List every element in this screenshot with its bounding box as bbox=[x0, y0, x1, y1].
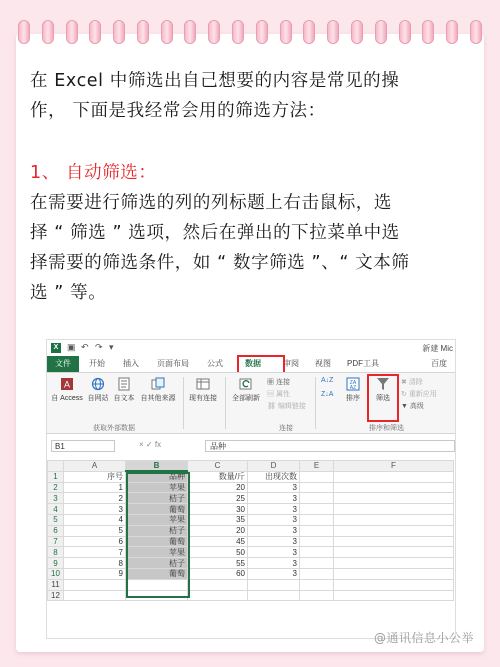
section-heading: 1、 自动筛选： bbox=[30, 163, 157, 183]
grid-cell[interactable]: 20 bbox=[188, 482, 248, 493]
formula-icons[interactable]: × ✓ fx bbox=[139, 440, 162, 449]
grid-cell[interactable] bbox=[300, 514, 334, 525]
tab-pdf-tools[interactable]: PDF工具 bbox=[347, 359, 379, 368]
select-all-corner[interactable] bbox=[48, 461, 64, 472]
grid-cell[interactable]: 葡萄 bbox=[126, 504, 188, 515]
spiral-rings bbox=[18, 20, 482, 46]
grid-cell[interactable]: 3 bbox=[248, 482, 300, 493]
grid-cell[interactable]: 3 bbox=[248, 525, 300, 536]
grid-cell[interactable] bbox=[300, 504, 334, 515]
row-header[interactable]: 3 bbox=[48, 493, 64, 504]
svg-text:AZ: AZ bbox=[349, 385, 357, 391]
sort-asc-icon[interactable]: A↓Z bbox=[321, 377, 334, 384]
table-row bbox=[48, 547, 454, 558]
grid-cell[interactable]: 7 bbox=[64, 547, 126, 558]
column-header[interactable]: A bbox=[64, 461, 126, 472]
connections-button[interactable]: ▦ 连接 bbox=[267, 379, 290, 386]
access-icon bbox=[60, 377, 74, 391]
row-header[interactable]: 11 bbox=[48, 579, 64, 590]
grid-cell[interactable] bbox=[334, 504, 454, 515]
grid-cell[interactable]: 3 bbox=[248, 536, 300, 547]
excel-screenshot bbox=[46, 339, 456, 639]
row-header[interactable]: 4 bbox=[48, 504, 64, 515]
grid-cell[interactable] bbox=[248, 579, 300, 590]
grid-cell[interactable] bbox=[334, 536, 454, 547]
tab-review[interactable]: 审阅 bbox=[283, 359, 299, 368]
qat-dropdown-icon[interactable]: ▾ bbox=[109, 342, 114, 352]
grid-cell[interactable] bbox=[300, 547, 334, 558]
tab-baidu[interactable]: 百度 bbox=[431, 359, 447, 368]
existing-connections-icon bbox=[196, 377, 210, 391]
column-header[interactable]: C bbox=[188, 461, 248, 472]
grid-cell[interactable]: 苹果 bbox=[126, 482, 188, 493]
grid-cell[interactable] bbox=[300, 536, 334, 547]
grid-cell[interactable]: 5 bbox=[64, 525, 126, 536]
grid-cell[interactable]: 9 bbox=[64, 568, 126, 579]
grid-cell[interactable]: 50 bbox=[188, 547, 248, 558]
properties-button[interactable]: ▤ 属性 bbox=[267, 391, 290, 398]
grid-cell[interactable]: 1 bbox=[64, 482, 126, 493]
other-sources-icon bbox=[151, 377, 165, 391]
grid-cell[interactable] bbox=[334, 471, 454, 482]
table-row bbox=[48, 493, 454, 504]
grid-cell[interactable] bbox=[300, 525, 334, 536]
grid-cell[interactable] bbox=[300, 579, 334, 590]
svg-text:A: A bbox=[63, 379, 71, 390]
redo-icon[interactable]: ↷ bbox=[95, 342, 103, 352]
grid-cell[interactable] bbox=[64, 579, 126, 590]
grid-cell[interactable] bbox=[188, 579, 248, 590]
group-get-external-data: 获取外部数据 bbox=[93, 425, 135, 432]
grid-cell[interactable]: 出现次数 bbox=[248, 471, 300, 482]
text-file-icon bbox=[117, 377, 131, 391]
from-web-button[interactable]: 自网站 bbox=[85, 377, 111, 403]
tab-view[interactable]: 视图 bbox=[315, 359, 331, 368]
grid-cell[interactable]: 4 bbox=[64, 514, 126, 525]
grid-cell[interactable]: 数量/斤 bbox=[188, 471, 248, 482]
grid-cell[interactable] bbox=[64, 590, 126, 601]
group-sort-filter: 排序和筛选 bbox=[369, 425, 404, 432]
window-title: 新建 Mic bbox=[422, 344, 453, 353]
grid-cell[interactable]: 3 bbox=[248, 514, 300, 525]
from-other-sources-button[interactable]: 自其他来源 bbox=[137, 377, 179, 403]
table-row bbox=[48, 525, 454, 536]
row-header[interactable]: 12 bbox=[48, 590, 64, 601]
grid-cell[interactable]: 3 bbox=[248, 504, 300, 515]
row-header[interactable]: 1 bbox=[48, 471, 64, 482]
tab-file[interactable]: 文件 bbox=[47, 356, 79, 372]
grid-cell[interactable]: 3 bbox=[248, 568, 300, 579]
undo-icon[interactable]: ↶ bbox=[81, 342, 89, 352]
grid-cell[interactable]: 30 bbox=[188, 504, 248, 515]
grid-cell[interactable] bbox=[126, 590, 188, 601]
grid-cell[interactable]: 桔子 bbox=[126, 493, 188, 504]
grid-cell[interactable] bbox=[300, 558, 334, 569]
table-row bbox=[48, 579, 454, 590]
filter-button[interactable]: 筛选 bbox=[371, 377, 395, 403]
formula-bar bbox=[47, 438, 456, 454]
table-row bbox=[48, 568, 454, 579]
grid-cell[interactable]: 桔子 bbox=[126, 558, 188, 569]
section-line-3: 择需要的筛选条件，如 “ 数字筛选 ”、“ 文本筛 bbox=[30, 253, 410, 273]
clear-button[interactable]: ✖ 清除 bbox=[401, 379, 423, 386]
refresh-all-button[interactable]: 全部刷新 bbox=[227, 377, 265, 403]
grid-cell[interactable] bbox=[300, 493, 334, 504]
section-line-2: 择 “ 筛选 ” 选项，然后在弹出的下拉菜单中选 bbox=[30, 223, 400, 243]
notebook-page bbox=[16, 34, 484, 652]
tab-formulas[interactable]: 公式 bbox=[207, 359, 223, 368]
column-header[interactable]: D bbox=[248, 461, 300, 472]
grid-cell[interactable]: 25 bbox=[188, 493, 248, 504]
grid-cell[interactable] bbox=[334, 568, 454, 579]
table-row bbox=[48, 471, 454, 482]
grid-cell[interactable] bbox=[334, 482, 454, 493]
spreadsheet-grid bbox=[47, 460, 454, 601]
column-header-row bbox=[48, 461, 454, 472]
tab-home[interactable]: 开始 bbox=[89, 359, 105, 368]
table-row bbox=[48, 590, 454, 601]
filter-button-highlight bbox=[367, 374, 399, 422]
row-header[interactable]: 7 bbox=[48, 536, 64, 547]
sort-dialog-icon bbox=[346, 377, 360, 391]
grid-cell[interactable]: 品种 bbox=[126, 471, 188, 482]
edit-links-button[interactable]: ⛓ 编辑链接 bbox=[267, 403, 306, 410]
grid-cell[interactable]: 60 bbox=[188, 568, 248, 579]
row-header[interactable]: 10 bbox=[48, 568, 64, 579]
intro-line-1: 在 Excel 中筛选出自己想要的内容是常见的操 bbox=[30, 71, 400, 91]
article-text bbox=[30, 66, 470, 308]
refresh-icon bbox=[239, 377, 253, 391]
grid-cell[interactable]: 2 bbox=[64, 493, 126, 504]
row-header[interactable]: 6 bbox=[48, 525, 64, 536]
sort-desc-icon[interactable]: Z↓A bbox=[321, 391, 334, 398]
watermark: @通讯信息小公举 bbox=[373, 631, 474, 645]
row-header[interactable]: 9 bbox=[48, 558, 64, 569]
grid-cell[interactable] bbox=[300, 568, 334, 579]
column-header[interactable]: F bbox=[334, 461, 454, 472]
row-header[interactable]: 8 bbox=[48, 547, 64, 558]
formula-input[interactable]: 品种 bbox=[205, 440, 455, 452]
svg-text:ZA: ZA bbox=[349, 380, 357, 386]
grid-cell[interactable]: 35 bbox=[188, 514, 248, 525]
grid-cell[interactable]: 8 bbox=[64, 558, 126, 569]
table-row bbox=[48, 504, 454, 515]
grid-cell[interactable]: 6 bbox=[64, 536, 126, 547]
save-icon[interactable]: ▣ bbox=[67, 342, 76, 352]
grid-cell[interactable]: 葡萄 bbox=[126, 536, 188, 547]
excel-title-bar bbox=[47, 340, 456, 356]
table-row bbox=[48, 536, 454, 547]
from-access-button[interactable]: A 自 Access bbox=[49, 377, 85, 403]
grid-cell[interactable]: 3 bbox=[64, 504, 126, 515]
grid-cell[interactable]: 45 bbox=[188, 536, 248, 547]
tab-data[interactable]: 数据 bbox=[245, 359, 261, 368]
section-line-1: 在需要进行筛选的列的列标题上右击鼠标，选 bbox=[30, 193, 392, 213]
grid-cell[interactable] bbox=[300, 482, 334, 493]
table-row bbox=[48, 482, 454, 493]
from-text-button[interactable]: 自文本 bbox=[111, 377, 137, 403]
grid-cell[interactable]: 桔子 bbox=[126, 525, 188, 536]
grid-cell[interactable] bbox=[334, 525, 454, 536]
grid-cell[interactable] bbox=[300, 590, 334, 601]
tab-insert[interactable]: 插入 bbox=[123, 359, 139, 368]
grid-cell[interactable] bbox=[300, 471, 334, 482]
column-header[interactable]: E bbox=[300, 461, 334, 472]
row-header[interactable]: 5 bbox=[48, 514, 64, 525]
grid-cell[interactable]: 序号 bbox=[64, 471, 126, 482]
grid-cell[interactable]: 3 bbox=[248, 493, 300, 504]
advanced-button[interactable]: ▼ 高级 bbox=[401, 403, 424, 410]
grid-cell[interactable]: 20 bbox=[188, 525, 248, 536]
table-row bbox=[48, 514, 454, 525]
grid-cell[interactable] bbox=[126, 579, 188, 590]
web-icon bbox=[91, 377, 105, 391]
grid-cell[interactable] bbox=[334, 579, 454, 590]
grid-cell[interactable] bbox=[334, 493, 454, 504]
sort-button[interactable]: ZA AZ 排序 bbox=[341, 377, 365, 403]
grid-cell[interactable]: 葡萄 bbox=[126, 568, 188, 579]
grid-cell[interactable] bbox=[334, 558, 454, 569]
grid-cell[interactable] bbox=[334, 547, 454, 558]
column-header[interactable]: B bbox=[126, 461, 188, 472]
grid-cell[interactable]: 3 bbox=[248, 547, 300, 558]
grid-cell[interactable]: 苹果 bbox=[126, 514, 188, 525]
grid-cell[interactable]: 苹果 bbox=[126, 547, 188, 558]
grid-cell[interactable]: 55 bbox=[188, 558, 248, 569]
row-header[interactable]: 2 bbox=[48, 482, 64, 493]
grid-cell[interactable]: 3 bbox=[248, 558, 300, 569]
name-box[interactable]: B1 bbox=[51, 440, 115, 452]
group-connections: 连接 bbox=[279, 425, 293, 432]
existing-connections-button[interactable]: 现有连接 bbox=[185, 377, 221, 403]
grid-cell[interactable] bbox=[334, 514, 454, 525]
intro-line-2: 作， 下面是我经常会用的筛选方法： bbox=[30, 101, 326, 121]
grid-cell[interactable] bbox=[334, 590, 454, 601]
excel-logo-icon: X bbox=[51, 343, 61, 353]
section-line-4: 选 ” 等。 bbox=[30, 283, 107, 303]
grid-cell[interactable] bbox=[248, 590, 300, 601]
grid-cell[interactable] bbox=[188, 590, 248, 601]
table-row bbox=[48, 558, 454, 569]
tab-page-layout[interactable]: 页面布局 bbox=[157, 359, 189, 368]
reapply-button[interactable]: ↻ 重新应用 bbox=[401, 391, 437, 398]
